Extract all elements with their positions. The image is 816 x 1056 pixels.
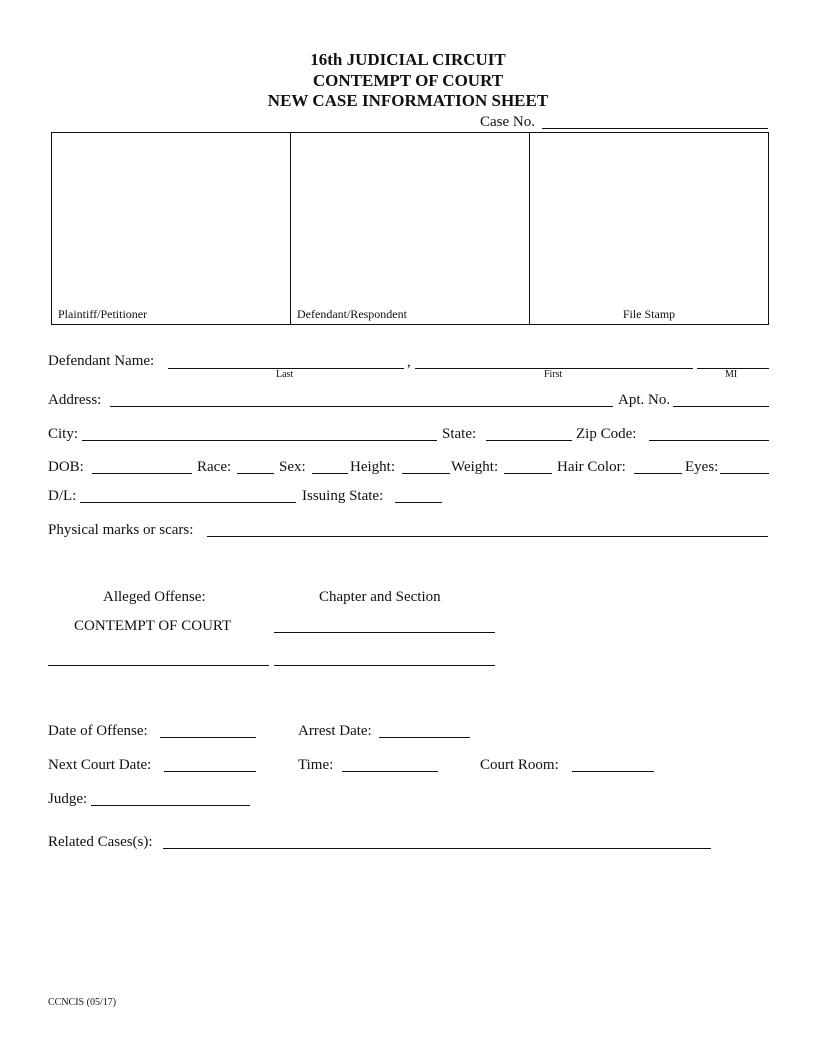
offense-value: CONTEMPT OF COURT	[74, 618, 232, 634]
city-label: City:	[48, 426, 79, 442]
weight-label: Weight:	[451, 459, 499, 475]
file-stamp-box[interactable]	[529, 132, 769, 325]
offense-field-2[interactable]	[48, 665, 269, 666]
last-sublabel: Last	[276, 369, 294, 380]
time-field[interactable]	[342, 771, 438, 772]
defendant-box[interactable]	[290, 132, 530, 325]
hair-color-field[interactable]	[634, 473, 682, 474]
race-label: Race:	[197, 459, 232, 475]
date-of-offense-field[interactable]	[160, 737, 256, 738]
next-court-date-field[interactable]	[164, 771, 256, 772]
file-stamp-label: File Stamp	[622, 307, 676, 321]
arrest-date-label: Arrest Date:	[298, 723, 372, 739]
eyes-label: Eyes:	[685, 459, 719, 475]
apt-field[interactable]	[673, 406, 769, 407]
eyes-field[interactable]	[720, 473, 769, 474]
address-label: Address:	[48, 392, 102, 408]
dl-label: D/L:	[48, 488, 77, 504]
related-cases-field[interactable]	[163, 848, 711, 849]
chapter-section-label: Chapter and Section	[319, 589, 441, 605]
arrest-date-field[interactable]	[379, 737, 470, 738]
physical-marks-label: Physical marks or scars:	[48, 522, 194, 538]
court-room-field[interactable]	[572, 771, 654, 772]
next-court-date-label: Next Court Date:	[48, 757, 152, 773]
city-field[interactable]	[82, 440, 437, 441]
title-line-3: NEW CASE INFORMATION SHEET	[267, 91, 549, 110]
case-no-label: Case No.	[480, 114, 535, 130]
judge-label: Judge:	[48, 791, 88, 807]
date-of-offense-label: Date of Offense:	[48, 723, 148, 739]
height-field[interactable]	[402, 473, 450, 474]
state-field[interactable]	[486, 440, 572, 441]
address-field[interactable]	[110, 406, 613, 407]
apt-label: Apt. No.	[618, 392, 671, 408]
issuing-state-label: Issuing State:	[302, 488, 384, 504]
judge-field[interactable]	[91, 805, 250, 806]
title-line-2: CONTEMPT OF COURT	[312, 71, 504, 90]
zip-field[interactable]	[649, 440, 769, 441]
state-label: State:	[442, 426, 477, 442]
first-sublabel: First	[544, 369, 563, 380]
weight-field[interactable]	[504, 473, 552, 474]
dob-field[interactable]	[92, 473, 192, 474]
chapter-section-field-1[interactable]	[274, 632, 495, 633]
case-no-field[interactable]	[542, 128, 768, 129]
sex-field[interactable]	[312, 473, 348, 474]
dl-field[interactable]	[80, 502, 296, 503]
form-code: CCNCIS (05/17)	[48, 997, 117, 1008]
issuing-state-field[interactable]	[395, 502, 442, 503]
dob-label: DOB:	[48, 459, 84, 475]
hair-color-label: Hair Color:	[557, 459, 626, 475]
name-comma: ,	[407, 354, 411, 370]
physical-marks-field[interactable]	[207, 536, 768, 537]
alleged-offense-label: Alleged Offense:	[103, 589, 206, 605]
race-field[interactable]	[237, 473, 274, 474]
time-label: Time:	[298, 757, 334, 773]
title-line-1: 16th JUDICIAL CIRCUIT	[310, 50, 506, 69]
court-room-label: Court Room:	[480, 757, 559, 773]
mi-sublabel: MI	[725, 369, 738, 380]
sex-label: Sex:	[279, 459, 306, 475]
zip-label: Zip Code:	[576, 426, 637, 442]
chapter-section-field-2[interactable]	[274, 665, 495, 666]
height-label: Height:	[350, 459, 395, 475]
plaintiff-label: Plaintiff/Petitioner	[58, 307, 148, 321]
plaintiff-box[interactable]	[51, 132, 291, 325]
defendant-box-label: Defendant/Respondent	[297, 307, 407, 321]
defendant-name-label: Defendant Name:	[48, 353, 155, 369]
related-cases-label: Related Cases(s):	[48, 834, 153, 850]
